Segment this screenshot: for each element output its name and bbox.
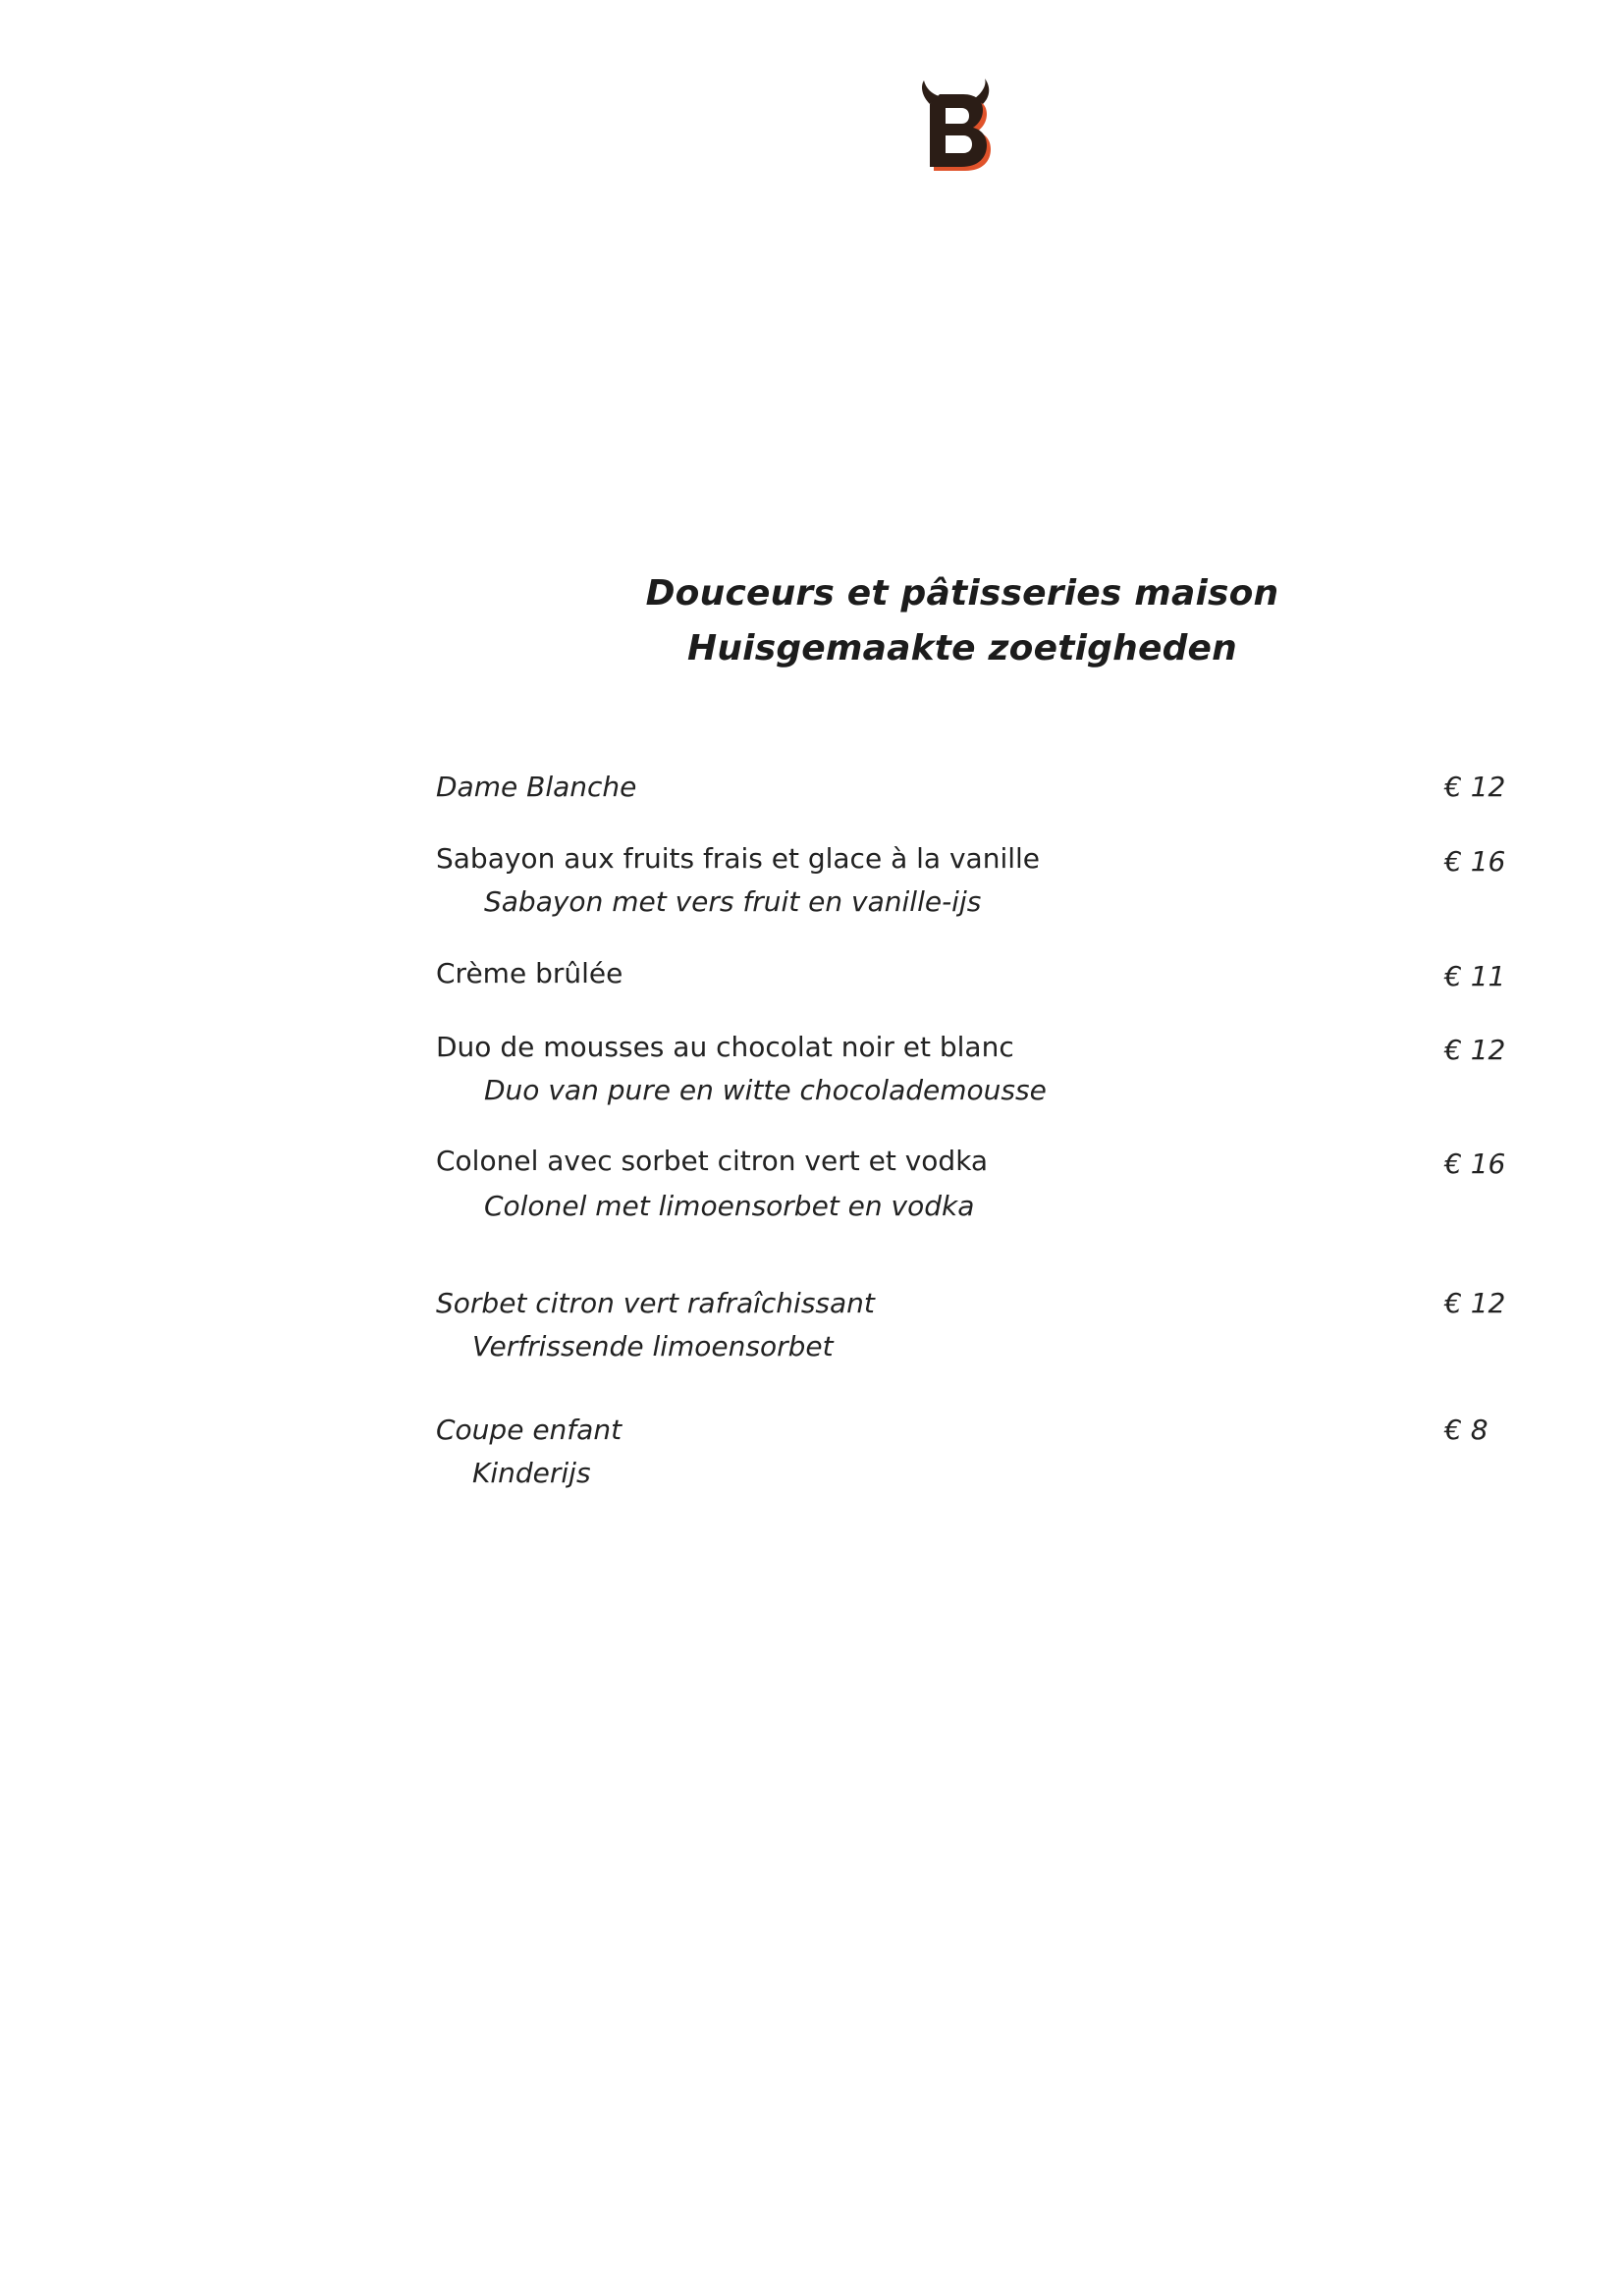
dish-translation: Verfrissende limoensorbet — [472, 1330, 834, 1362]
dish-name: Coupe enfant — [436, 1414, 623, 1446]
title-dutch: Huisgemaakte zoetigheden — [687, 628, 1237, 668]
dish-name: Crème brûlée — [436, 957, 623, 989]
dish-translation: Kinderijs — [472, 1457, 591, 1489]
dish-name: Sabayon aux fruits frais et glace à la vanille — [436, 842, 1041, 875]
bull-b-logo-icon — [918, 79, 993, 173]
dish-name: Dame Blanche — [436, 771, 637, 803]
dish-name: Sorbet citron vert rafraîchissant — [436, 1287, 875, 1319]
dish-price: € 8 — [1444, 1414, 1489, 1446]
dish-price: € 11 — [1444, 960, 1506, 992]
dish-translation: Sabayon met vers fruit en vanille-ijs — [484, 885, 982, 918]
dish-name: Duo de mousses au chocolat noir et blanc — [436, 1031, 1014, 1063]
dish-price: € 12 — [1444, 1034, 1506, 1066]
dish-price: € 16 — [1444, 1148, 1506, 1180]
dish-price: € 16 — [1444, 845, 1506, 878]
dish-translation: Duo van pure en witte chocolademousse — [484, 1074, 1047, 1106]
title-french: Douceurs et pâtisseries maison — [645, 573, 1279, 614]
dish-price: € 12 — [1444, 1287, 1506, 1319]
dish-price: € 12 — [1444, 771, 1506, 803]
dish-name: Colonel avec sorbet citron vert et vodka — [436, 1145, 989, 1177]
dish-translation: Colonel met limoensorbet en vodka — [484, 1190, 975, 1222]
